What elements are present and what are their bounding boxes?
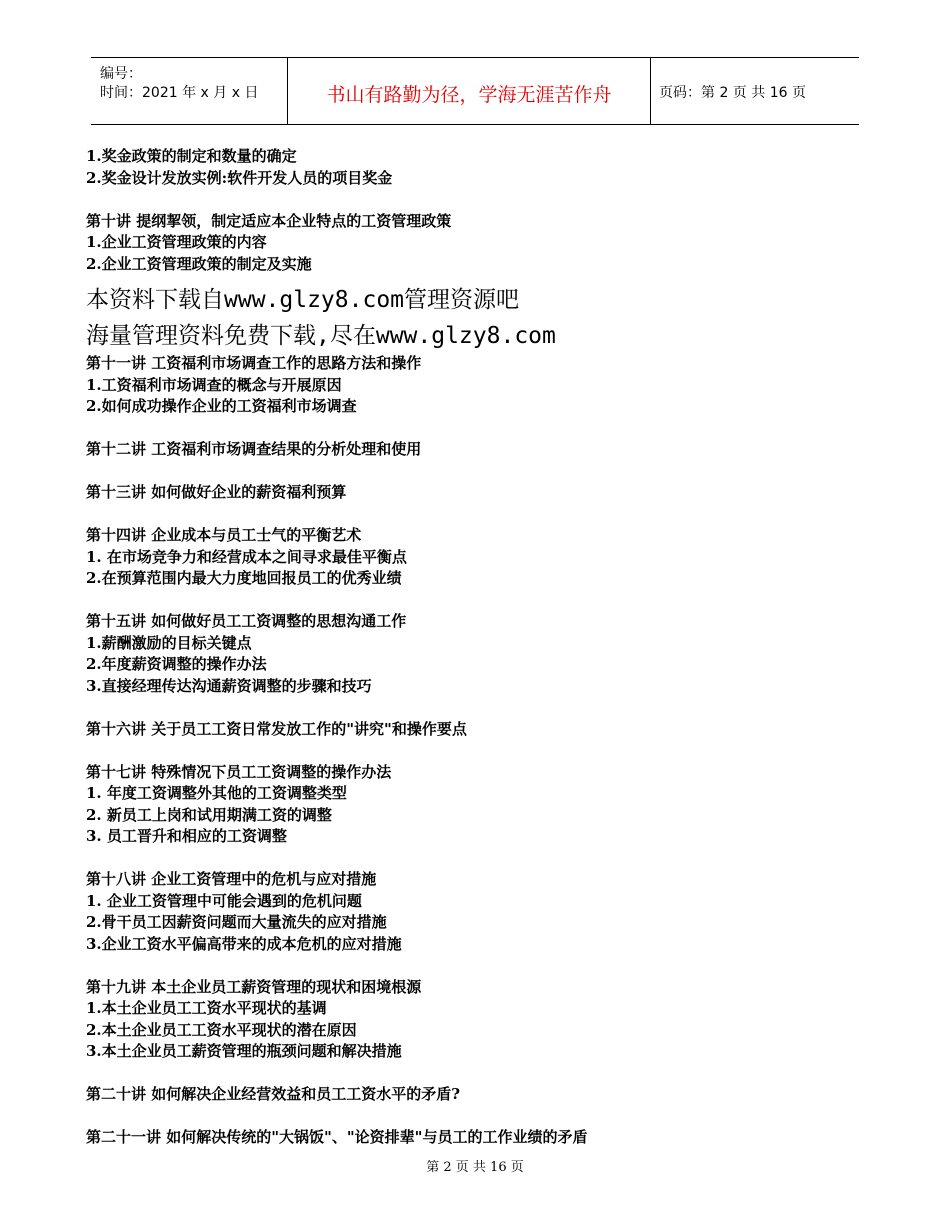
list-item: 2.骨干员工因薪资问题而大量流失的应对措施	[86, 913, 387, 931]
list-item: 1.奖金政策的制定和数量的确定	[86, 147, 297, 165]
lecture-heading: 第十七讲 特殊情况下员工工资调整的操作办法	[86, 762, 392, 781]
list-item: 2.如何成功操作企业的工资福利市场调查	[86, 397, 357, 415]
page-header	[91, 57, 859, 125]
lecture-heading: 第十九讲 本土企业员工薪资管理的现状和困境根源	[86, 977, 422, 996]
list-item: 1.企业工资管理政策的内容	[86, 233, 267, 251]
header-motto-cell	[287, 58, 651, 124]
blank-line	[86, 1063, 866, 1085]
list-item: 3. 员工晋升和相应的工资调整	[86, 827, 287, 845]
list-item: 3.企业工资水平偏高带来的成本危机的应对措施	[86, 934, 402, 953]
number-label: 编号：	[100, 66, 142, 82]
list-item: 1. 年度工资调整外其他的工资调整类型	[86, 784, 347, 802]
list-item: 2.企业工资管理政策的制定及实施	[86, 254, 312, 273]
list-item: 3.本土企业员工薪资管理的瓶颈问题和解决措施	[86, 1042, 402, 1060]
promo-line-1: 本资料下载自www.glzy8.com管理资源吧	[86, 287, 520, 313]
lecture-heading: 第十一讲 工资福利市场调查工作的思路方法和操作	[86, 354, 422, 372]
lecture-heading: 第十三讲 如何做好企业的薪资福利预算	[86, 483, 347, 501]
list-item: 1.工资福利市场调查的概念与开展原因	[86, 375, 342, 394]
blank-line	[86, 590, 866, 612]
lecture-heading: 第十四讲 企业成本与员工士气的平衡艺术	[86, 526, 362, 544]
blank-line	[86, 848, 866, 870]
list-item: 3.直接经理传达沟通薪资调整的步骤和技巧	[86, 676, 372, 695]
lecture-heading: 第十讲 提纲挈领，制定适应本企业特点的工资管理政策	[86, 211, 452, 230]
list-item: 1.薪酬激励的目标关键点	[86, 633, 252, 652]
lecture-heading: 第二十讲 如何解决企业经营效益和员工工资水平的矛盾?	[86, 1085, 461, 1103]
blank-line	[86, 418, 866, 440]
document-body	[86, 146, 866, 1149]
list-item: 2.年度薪资调整的操作办法	[86, 655, 267, 673]
time-label: 时间：2021 年 x 月 x 日	[100, 85, 259, 101]
lecture-heading: 第二十一讲 如何解决传统的"大锅饭"、"论资排辈"与员工的工作业绩的矛盾	[86, 1128, 588, 1146]
lecture-heading: 第十六讲 关于员工工资日常发放工作的"讲究"和操作要点	[86, 719, 467, 738]
list-item: 1. 在市场竞争力和经营成本之间寻求最佳平衡点	[86, 547, 407, 566]
lecture-heading: 第十八讲 企业工资管理中的危机与应对措施	[86, 870, 377, 888]
list-item: 2.奖金设计发放实例:软件开发人员的项目奖金	[86, 168, 393, 187]
list-item: 1. 企业工资管理中可能会遇到的危机问题	[86, 891, 362, 910]
list-item: 2.本土企业员工工资水平现状的潜在原因	[86, 1020, 357, 1039]
blank-line	[86, 504, 866, 526]
content-block-1	[86, 146, 866, 275]
blank-line	[86, 1106, 866, 1128]
promo-line-2: 海量管理资料免费下载,尽在www.glzy8.com	[86, 323, 556, 349]
list-item: 2. 新员工上岗和试用期满工资的调整	[86, 805, 332, 824]
page-info: 页码：第 2 页 共 16 页	[659, 85, 806, 101]
blank-line	[86, 189, 866, 211]
header-left-cell	[91, 58, 287, 124]
page-footer: 第 2 页 共 16 页	[426, 1160, 524, 1175]
lecture-heading: 第十五讲 如何做好员工工资调整的思想沟通工作	[86, 612, 407, 630]
motto-text: 书山有路勤为径，学海无涯苦作舟	[326, 84, 612, 106]
blank-line	[86, 740, 866, 762]
list-item: 1.本土企业员工工资水平现状的基调	[86, 999, 327, 1017]
content-block-2	[86, 353, 866, 1149]
list-item: 2.在预算范围内最大力度地回报员工的优秀业绩	[86, 569, 402, 587]
lecture-heading: 第十二讲 工资福利市场调查结果的分析处理和使用	[86, 440, 422, 458]
blank-line	[86, 697, 866, 719]
blank-line	[86, 955, 866, 977]
header-right-cell	[650, 58, 859, 124]
blank-line	[86, 461, 866, 483]
